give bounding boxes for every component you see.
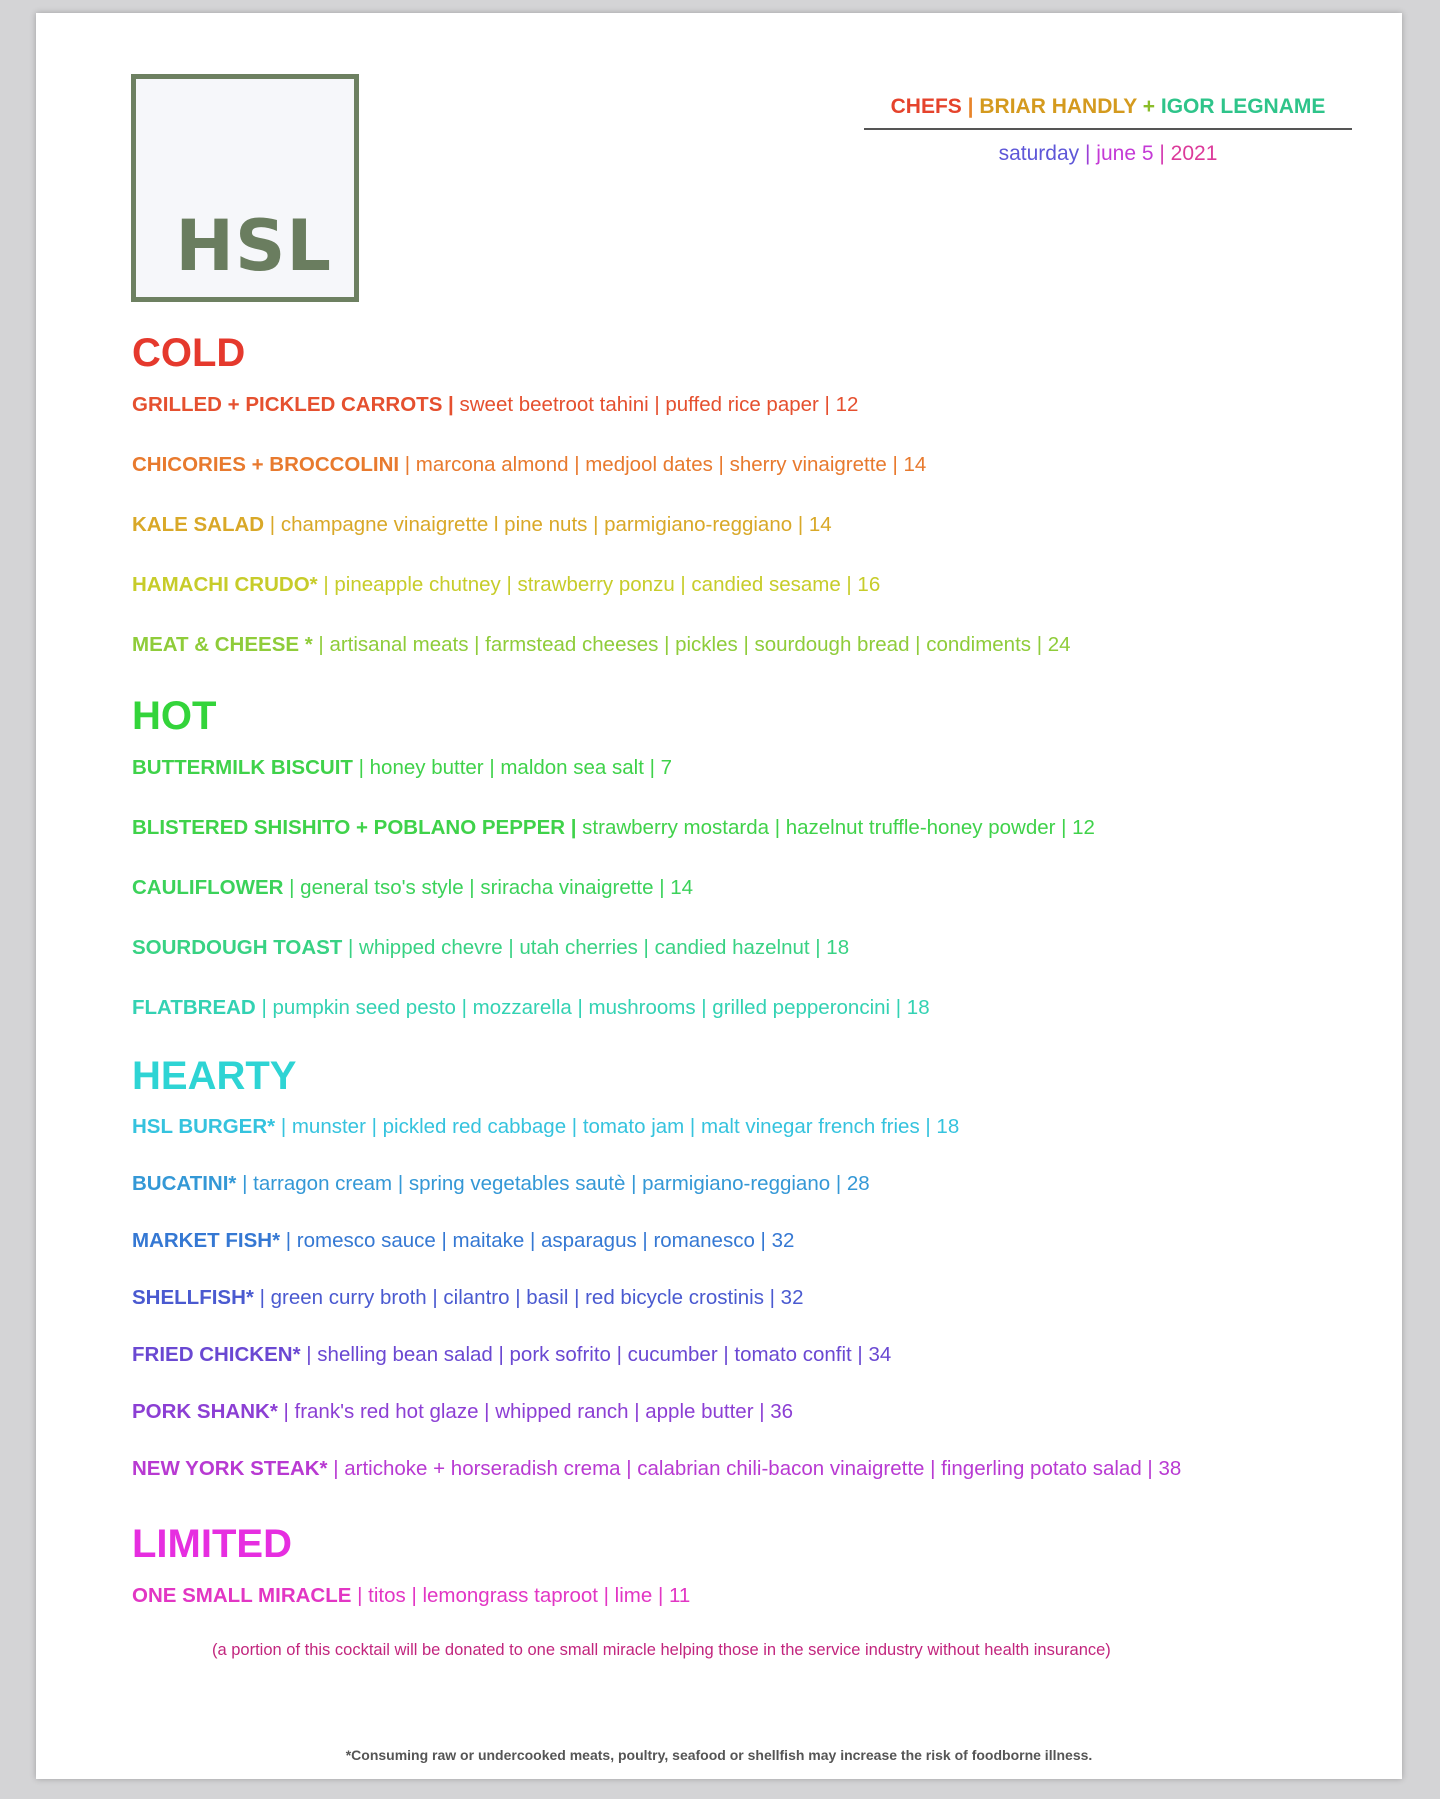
section-title-cold: COLD [132, 331, 246, 375]
menu-item [132, 1286, 803, 1310]
section-title-hot: HOT [132, 694, 217, 738]
item-name: BUTTERMILK BISCUIT [132, 756, 353, 779]
item-name: KALE SALAD [132, 513, 265, 536]
date-year: 2021 [1170, 142, 1218, 165]
foodborne-illness-disclaimer: *Consuming raw or undercooked meats, poultry, seafood or shellfish may increase the risk of foodborne illness. [345, 1747, 1093, 1763]
item-description: sweet beetroot tahini | puffed rice paper | 12 [453, 393, 859, 416]
menu-item [132, 996, 930, 1020]
item-description: | pineapple chutney | strawberry ponzu | candied sesame | 16 [317, 573, 881, 596]
item-description: | whipped chevre | utah cherries | candied hazelnut | 18 [342, 936, 850, 959]
menu-item [132, 513, 832, 537]
date-month-day: june 5 [1096, 142, 1154, 165]
menu-item [132, 1457, 1181, 1481]
item-description: | titos | lemongrass taproot | lime | 11 [351, 1584, 691, 1607]
item-name: MEAT & CHEESE * [132, 633, 313, 656]
item-description: | green curry broth | cilantro | basil | red bicycle crostinis | 32 [253, 1286, 804, 1309]
item-name: SOURDOUGH TOAST [132, 936, 343, 959]
menu-item [132, 816, 1095, 840]
item-description: | romesco sauce | maitake | asparagus | romanesco | 32 [280, 1229, 795, 1252]
menu-item [132, 1172, 870, 1196]
menu-item [132, 1229, 794, 1253]
chef-name-1: BRIAR HANDLY [979, 95, 1137, 118]
menu-item [132, 453, 926, 477]
hsl-logo [131, 74, 359, 302]
item-name: PORK SHANK* [132, 1400, 278, 1423]
item-name: MARKET FISH* [132, 1229, 281, 1252]
menu-page [36, 13, 1402, 1779]
item-name: HSL BURGER* [132, 1115, 276, 1138]
menu-item [132, 1115, 959, 1139]
item-name: SHELLFISH* [132, 1286, 254, 1309]
item-description: | general tso's style | sriracha vinaigrette | 14 [283, 876, 694, 899]
item-name: BUCATINI* [132, 1172, 237, 1195]
menu-item [132, 633, 1071, 657]
item-description: | artichoke + horseradish crema | calabrian chili-bacon vinaigrette | fingerling potato salad | 38 [327, 1457, 1182, 1480]
menu-item [132, 393, 858, 417]
item-name: BLISTERED SHISHITO + POBLANO PEPPER | [132, 816, 577, 839]
menu-header [864, 95, 1352, 166]
item-name: FRIED CHICKEN* [132, 1343, 301, 1366]
separator: | [1159, 142, 1165, 165]
date-day: saturday [998, 142, 1080, 165]
chef-name-2: IGOR LEGNAME [1160, 95, 1326, 118]
menu-item [132, 1584, 690, 1608]
menu-item [132, 573, 880, 597]
item-name: FLATBREAD [132, 996, 256, 1019]
menu-item [132, 1343, 891, 1367]
item-description: | artisanal meats | farmstead cheeses | pickles | sourdough bread | condiments | 24 [312, 633, 1071, 656]
item-name: ONE SMALL MIRACLE [132, 1584, 352, 1607]
menu-item [132, 1400, 793, 1424]
item-description: | shelling bean salad | pork sofrito | cucumber | tomato confit | 34 [300, 1343, 892, 1366]
separator: | [967, 95, 974, 118]
item-description: | tarragon cream | spring vegetables sautè | parmigiano-reggiano | 28 [236, 1172, 870, 1195]
item-description: | champagne vinaigrette l pine nuts | parmigiano-reggiano | 14 [264, 513, 832, 536]
separator: | [1084, 142, 1091, 165]
menu-item [132, 756, 672, 780]
section-title-hearty: HEARTY [132, 1054, 297, 1098]
item-name: CAULIFLOWER [132, 876, 284, 899]
menu-item [132, 936, 849, 960]
item-description: | honey butter | maldon sea salt | 7 [352, 756, 673, 779]
menu-item [132, 876, 693, 900]
item-description: strawberry mostarda | hazelnut truffle-honey powder | 12 [576, 816, 1095, 839]
chefs-label: CHEFS [890, 95, 962, 118]
item-name: GRILLED + PICKLED CARROTS | [132, 393, 454, 416]
menu-date [864, 142, 1352, 166]
plus-sign: + [1142, 95, 1156, 118]
logo-text: HSL [175, 205, 332, 287]
item-description: | munster | pickled red cabbage | tomato jam | malt vinegar french fries | 18 [275, 1115, 960, 1138]
item-description: | pumpkin seed pesto | mozzarella | mushrooms | grilled pepperoncini | 18 [255, 996, 930, 1019]
item-description: | frank's red hot glaze | whipped ranch | apple butter | 36 [277, 1400, 794, 1423]
section-title-limited: LIMITED [132, 1522, 292, 1566]
item-description: | marcona almond | medjool dates | sherry vinaigrette | 14 [399, 453, 927, 476]
item-name: HAMACHI CRUDO* [132, 573, 318, 596]
chefs-line [864, 95, 1352, 130]
item-name: NEW YORK STEAK* [132, 1457, 328, 1480]
item-name: CHICORIES + BROCCOLINI [132, 453, 400, 476]
charity-note: (a portion of this cocktail will be donated to one small miracle helping those in the service industry without health insurance) [212, 1640, 1111, 1659]
